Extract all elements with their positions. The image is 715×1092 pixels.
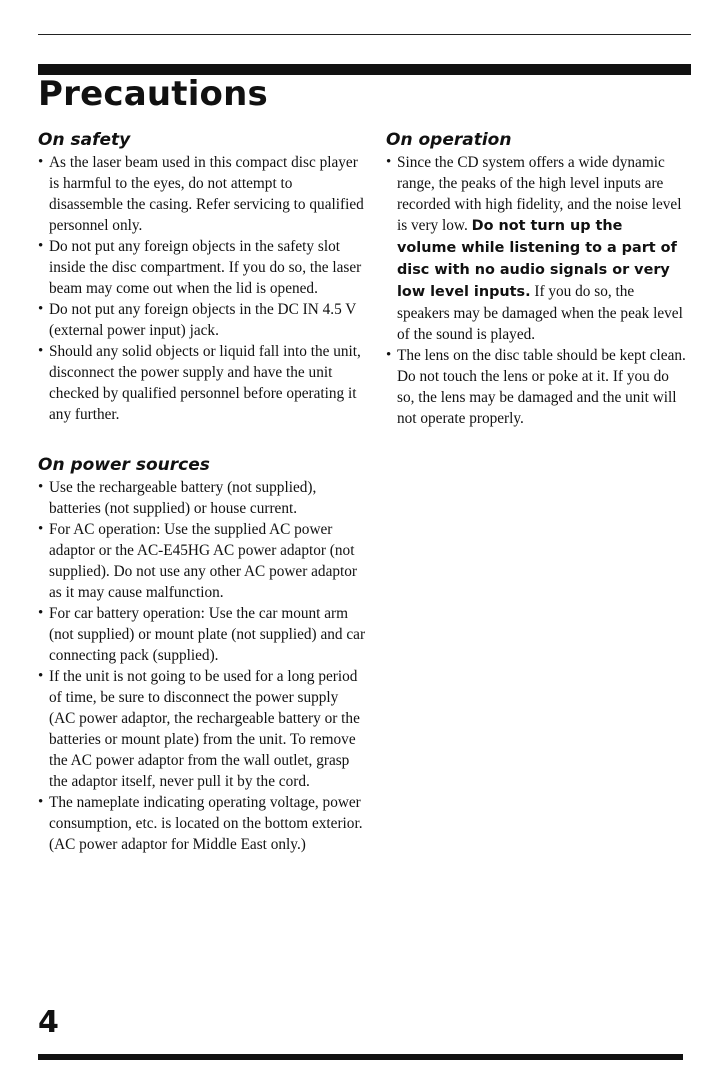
bullet-icon: • [38, 794, 44, 810]
power-section [38, 455, 368, 855]
list-item-text: For AC operation: Use the supplied AC power adaptor or the AC-E45HG AC power adaptor (not supplied). Do not use any other AC power adaptor as it may cause malfunction. [49, 521, 357, 601]
list-item-text: The nameplate indicating operating voltage, power consumption, etc. is located on the bottom exterior. (AC power adaptor for Middle East only.) [49, 794, 363, 853]
list-item-text: If you do so, the speakers may be damaged when the peak level of the sound is played. [397, 283, 683, 343]
list-item-text: Do not put any foreign objects in the safety slot inside the disc compartment. If you do so, the laser beam may come out when the lid is opened. [49, 238, 362, 297]
top-thin-rule [38, 34, 691, 35]
power-list [38, 477, 368, 855]
right-column [386, 130, 686, 429]
bullet-icon: • [38, 605, 44, 621]
list-item [38, 603, 368, 666]
bullet-icon: • [38, 668, 44, 684]
list-item [38, 666, 368, 792]
list-item-text: Should any solid objects or liquid fall into the unit, disconnect the power supply and have the unit checked by qualified personnel before operating it any further. [49, 343, 361, 423]
left-column [38, 130, 368, 855]
list-item [38, 236, 368, 299]
list-item-text: For car battery operation: Use the car mount arm (not supplied) or mount plate (not supplied) and car connecting pack (supplied). [49, 605, 366, 664]
operation-list [386, 152, 686, 429]
bullet-icon: • [38, 301, 44, 317]
list-item [38, 477, 368, 519]
operation-heading: On operation [386, 130, 512, 150]
safety-list [38, 152, 368, 425]
list-item [386, 152, 686, 345]
page-number: 4 [38, 1005, 59, 1040]
list-item [38, 792, 368, 855]
safety-heading: On safety [38, 130, 131, 150]
power-heading: On power sources [38, 455, 210, 475]
bullet-icon: • [38, 521, 44, 537]
safety-section [38, 130, 368, 425]
bullet-icon: • [386, 154, 392, 170]
bullet-icon: • [38, 343, 44, 359]
page-title: Precautions [38, 74, 268, 114]
list-item [386, 345, 686, 429]
operation-section [386, 130, 686, 429]
list-item-text: As the laser beam used in this compact disc player is harmful to the eyes, do not attempt to disassemble the casing. Refer servicing to qualified personnel only. [49, 154, 364, 234]
bullet-icon: • [38, 479, 44, 495]
list-item [38, 299, 368, 341]
bullet-icon: • [386, 347, 392, 363]
bottom-rule [38, 1054, 683, 1060]
volume-warning: Do not turn up the volume while listening to a part of disc with no audio signals or very low level inputs. [397, 218, 677, 300]
bullet-icon: • [38, 238, 44, 254]
list-item [38, 519, 368, 603]
list-item-text: Since the CD system offers a wide dynamic range, the peaks of the high level inputs are recorded with high fidelity, and the noise level is very low. [397, 154, 682, 234]
bullet-icon: • [38, 154, 44, 170]
list-item-text: Use the rechargeable battery (not supplied), batteries (not supplied) or house current. [49, 479, 317, 517]
list-item [38, 341, 368, 425]
list-item [38, 152, 368, 236]
list-item-text: The lens on the disc table should be kept clean. Do not touch the lens or poke at it. If you do so, the lens may be damaged and the unit will not operate properly. [397, 347, 686, 427]
list-item-text: If the unit is not going to be used for a long period of time, be sure to disconnect the power supply (AC power adaptor, the rechargeable battery or the batteries or mount plate) from the unit. To remove the AC power adaptor from the wall outlet, grasp the adaptor itself, never pull it by the cord. [49, 668, 360, 790]
list-item-text: Do not put any foreign objects in the DC IN 4.5 V (external power input) jack. [49, 301, 357, 339]
